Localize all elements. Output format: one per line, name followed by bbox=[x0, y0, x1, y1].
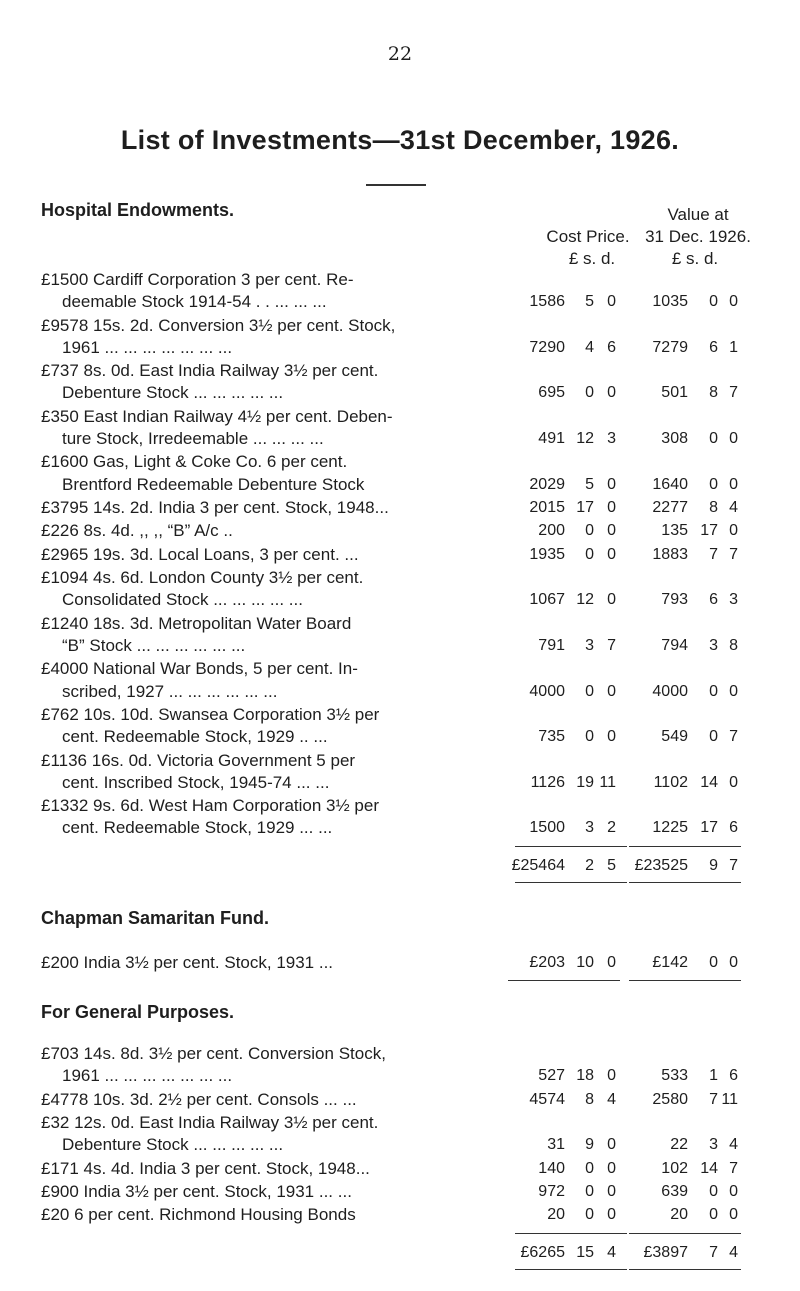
row-cost-pounds: 2015 bbox=[529, 499, 565, 516]
investment-description: £1332 9s. 6d. West Ham Corporation 3½ per bbox=[41, 796, 379, 816]
row-cost-shillings: 0 bbox=[585, 1159, 594, 1177]
investment-description: Debenture Stock ... ... ... ... ... bbox=[62, 383, 284, 403]
total-cost-pounds: £6265 bbox=[520, 1243, 565, 1261]
section-heading-1: Chapman Samaritan Fund. bbox=[41, 908, 270, 928]
row-cost-pence: 0 bbox=[607, 1136, 616, 1154]
row-cost-pence: 3 bbox=[607, 430, 616, 447]
row-value-shillings: 3 bbox=[709, 1136, 718, 1154]
row-cost-pounds: 140 bbox=[538, 1159, 565, 1177]
investment-description: cent. Redeemable Stock, 1929 ... ... bbox=[62, 818, 333, 838]
row-cost-shillings: 12 bbox=[576, 591, 594, 609]
undefined bbox=[515, 1233, 627, 1234]
row-cost-shillings: 12 bbox=[576, 430, 594, 447]
row-value-shillings: 0 bbox=[709, 682, 718, 700]
row-cost-pence: 0 bbox=[607, 682, 616, 700]
investment-description: Debenture Stock ... ... ... ... ... bbox=[62, 1135, 284, 1155]
header-cost-units: £ s. d. bbox=[568, 249, 616, 268]
row-value-pence: 1 bbox=[729, 338, 738, 356]
row-value-pence: 0 bbox=[729, 522, 738, 540]
investment-description: £737 8s. 0d. East India Railway 3½ per cent. bbox=[41, 361, 379, 381]
total-value-shillings: 7 bbox=[709, 1243, 718, 1261]
row-cost-pence: 0 bbox=[607, 384, 616, 402]
investment-description: £762 10s. 10d. Swansea Corporation 3½ per bbox=[41, 705, 380, 724]
row-value-pence: 7 bbox=[729, 728, 738, 746]
investment-description: £32 12s. 0d. East India Railway 3½ per cent. bbox=[41, 1113, 379, 1132]
row-cost-shillings: 10 bbox=[576, 954, 594, 971]
row-value-pounds: 2277 bbox=[652, 499, 688, 516]
row-value-pounds: 2580 bbox=[652, 1090, 688, 1108]
row-cost-shillings: 5 bbox=[585, 475, 594, 493]
investment-description: £4778 10s. 3d. 2½ per cent. Consols ... ... bbox=[41, 1089, 357, 1109]
row-value-shillings: 17 bbox=[700, 819, 718, 837]
row-cost-shillings: 5 bbox=[585, 293, 594, 311]
investment-description: £171 4s. 4d. India 3 per cent. Stock, 1948... bbox=[41, 1158, 370, 1178]
row-cost-pence: 0 bbox=[607, 499, 616, 516]
header-value-at: Value at bbox=[667, 205, 729, 224]
total-value-shillings: 9 bbox=[709, 856, 718, 874]
row-value-shillings: 6 bbox=[709, 591, 718, 609]
row-value-pence: 3 bbox=[729, 591, 738, 609]
investment-description: £703 14s. 8d. 3½ per cent. Conversion Stock, bbox=[41, 1044, 386, 1063]
header-cost-price: Cost Price. bbox=[546, 227, 630, 246]
row-value-pence: 7 bbox=[729, 384, 738, 402]
investment-description: Consolidated Stock ... ... ... ... ... bbox=[62, 590, 303, 610]
row-value-pence: 6 bbox=[729, 1067, 738, 1085]
row-cost-shillings: 8 bbox=[585, 1090, 594, 1108]
row-cost-pounds: 200 bbox=[538, 522, 565, 540]
investment-description: “B” Stock ... ... ... ... ... ... bbox=[62, 636, 246, 655]
row-value-shillings: 0 bbox=[709, 954, 718, 971]
row-cost-shillings: 3 bbox=[585, 637, 594, 654]
row-cost-pence: 0 bbox=[607, 475, 616, 493]
row-cost-shillings: 0 bbox=[585, 1183, 594, 1200]
row-cost-pounds: 2029 bbox=[529, 475, 565, 493]
total-value-pence: 4 bbox=[729, 1243, 738, 1261]
row-cost-pence: 0 bbox=[607, 1206, 616, 1224]
row-value-pounds: 22 bbox=[670, 1136, 688, 1154]
row-value-shillings: 17 bbox=[700, 522, 718, 540]
row-value-pence: 0 bbox=[729, 293, 738, 311]
row-cost-pounds: 1500 bbox=[529, 819, 565, 837]
row-cost-pounds: 1067 bbox=[529, 591, 565, 609]
row-cost-pounds: 695 bbox=[538, 384, 565, 402]
row-cost-pounds: 791 bbox=[538, 637, 565, 654]
row-value-shillings: 0 bbox=[709, 475, 718, 493]
row-value-pence: 4 bbox=[729, 499, 738, 516]
row-value-pounds: 7279 bbox=[652, 338, 688, 356]
undefined bbox=[629, 980, 741, 981]
row-cost-pence: 2 bbox=[607, 819, 616, 837]
row-cost-shillings: 4 bbox=[585, 338, 594, 356]
header-value-date: 31 Dec. 1926. bbox=[645, 227, 751, 246]
investment-description: cent. Redeemable Stock, 1929 .. ... bbox=[62, 727, 328, 747]
undefined bbox=[515, 882, 627, 883]
row-cost-pence: 0 bbox=[607, 728, 616, 746]
row-cost-pounds: £203 bbox=[529, 954, 565, 971]
undefined bbox=[629, 882, 741, 883]
investment-description: £20 6 per cent. Richmond Housing Bonds bbox=[41, 1205, 356, 1225]
row-value-pounds: 1035 bbox=[652, 293, 688, 311]
row-value-shillings: 14 bbox=[700, 1159, 718, 1177]
row-value-shillings: 7 bbox=[709, 545, 718, 563]
header-value-units: £ s. d. bbox=[671, 249, 719, 268]
investment-description: £1094 4s. 6d. London County 3½ per cent. bbox=[41, 568, 364, 588]
row-value-pence: 7 bbox=[729, 545, 738, 563]
investment-description: £9578 15s. 2d. Conversion 3½ per cent. Stock, bbox=[41, 315, 396, 335]
section-heading-hospital-endowments: Hospital Endowments. bbox=[41, 200, 235, 220]
row-cost-pence: 0 bbox=[607, 1183, 616, 1200]
undefined bbox=[515, 846, 627, 847]
row-value-pounds: 549 bbox=[661, 728, 688, 746]
row-value-pence: 0 bbox=[729, 475, 738, 493]
investment-description: £350 East Indian Railway 4½ per cent. Deben- bbox=[41, 406, 393, 426]
row-value-pence: 11 bbox=[721, 1090, 738, 1108]
row-value-pounds: 1883 bbox=[652, 545, 688, 563]
undefined bbox=[508, 980, 620, 981]
row-cost-pence: 0 bbox=[607, 293, 616, 311]
row-cost-shillings: 17 bbox=[576, 499, 594, 516]
row-cost-shillings: 19 bbox=[576, 773, 594, 791]
total-cost-pence: 5 bbox=[607, 856, 616, 874]
investment-description: £1240 18s. 3d. Metropolitan Water Board bbox=[41, 613, 352, 633]
row-value-pounds: 1225 bbox=[652, 819, 688, 837]
row-cost-pounds: 1126 bbox=[530, 773, 565, 791]
row-value-pounds: 20 bbox=[670, 1206, 688, 1224]
row-value-shillings: 8 bbox=[709, 384, 718, 402]
row-value-pounds: 794 bbox=[661, 637, 688, 654]
row-value-shillings: 0 bbox=[709, 1183, 718, 1200]
row-value-shillings: 3 bbox=[709, 637, 718, 654]
row-cost-pounds: 31 bbox=[547, 1136, 565, 1154]
row-value-pounds: 308 bbox=[661, 430, 688, 447]
row-value-pounds: 639 bbox=[661, 1183, 688, 1200]
row-cost-shillings: 0 bbox=[585, 545, 594, 563]
row-cost-shillings: 0 bbox=[585, 728, 594, 746]
row-value-pence: 0 bbox=[729, 954, 738, 971]
row-value-pounds: 793 bbox=[661, 591, 688, 609]
undefined bbox=[515, 1269, 627, 1270]
row-cost-shillings: 9 bbox=[585, 1136, 594, 1154]
undefined bbox=[629, 846, 741, 847]
row-value-pounds: 4000 bbox=[652, 682, 688, 700]
row-cost-pounds: 972 bbox=[538, 1183, 565, 1200]
undefined bbox=[629, 1269, 741, 1270]
row-cost-pounds: 4574 bbox=[529, 1090, 565, 1108]
undefined bbox=[629, 1233, 741, 1234]
row-value-shillings: 0 bbox=[709, 293, 718, 311]
investment-description: £2965 19s. 3d. Local Loans, 3 per cent. ... bbox=[41, 544, 359, 564]
total-cost-shillings: 2 bbox=[585, 856, 594, 874]
investment-description: £1500 Cardiff Corporation 3 per cent. Re- bbox=[41, 270, 354, 289]
investment-description: £200 India 3½ per cent. Stock, 1931 ... bbox=[41, 953, 334, 972]
investment-description: £900 India 3½ per cent. Stock, 1931 ... ... bbox=[41, 1182, 352, 1201]
row-cost-pounds: 1586 bbox=[529, 293, 565, 311]
row-value-shillings: 14 bbox=[700, 773, 718, 791]
total-value-pence: 7 bbox=[729, 856, 738, 874]
row-value-shillings: 0 bbox=[709, 728, 718, 746]
row-cost-shillings: 18 bbox=[576, 1067, 594, 1085]
row-value-pounds: 533 bbox=[661, 1067, 688, 1085]
row-value-shillings: 0 bbox=[709, 430, 718, 447]
row-cost-pounds: 735 bbox=[538, 728, 565, 746]
total-cost-shillings: 15 bbox=[576, 1243, 594, 1261]
row-cost-pence: 6 bbox=[607, 338, 616, 356]
row-value-pence: 0 bbox=[729, 773, 738, 791]
row-cost-pence: 0 bbox=[607, 1067, 616, 1085]
row-cost-pence: 4 bbox=[607, 1090, 616, 1108]
row-value-pence: 0 bbox=[729, 430, 738, 447]
row-cost-pence: 11 bbox=[599, 773, 616, 791]
row-cost-shillings: 0 bbox=[585, 682, 594, 700]
row-value-pence: 8 bbox=[729, 637, 738, 654]
total-cost-pence: 4 bbox=[607, 1243, 616, 1261]
page-number: 22 bbox=[387, 43, 413, 65]
row-cost-pence: 0 bbox=[607, 545, 616, 563]
row-value-shillings: 7 bbox=[709, 1090, 718, 1108]
row-cost-pounds: 4000 bbox=[529, 682, 565, 700]
total-value-pounds: £3897 bbox=[643, 1243, 688, 1261]
investment-description: scribed, 1927 ... ... ... ... ... ... bbox=[62, 681, 278, 701]
total-value-pounds: £23525 bbox=[634, 856, 688, 874]
row-cost-pence: 7 bbox=[607, 637, 616, 654]
row-value-pence: 6 bbox=[729, 819, 738, 837]
investment-description: £4000 National War Bonds, 5 per cent. In- bbox=[41, 659, 358, 679]
investment-description: £1600 Gas, Light & Coke Co. 6 per cent. bbox=[41, 452, 348, 472]
row-value-shillings: 1 bbox=[709, 1067, 718, 1085]
row-cost-shillings: 3 bbox=[585, 819, 594, 837]
page-title: List of Investments—31st December, 1926. bbox=[120, 125, 680, 155]
investment-description: £3795 14s. 2d. India 3 per cent. Stock, 1948... bbox=[41, 498, 389, 517]
row-value-shillings: 6 bbox=[709, 338, 718, 356]
investment-description: £1136 16s. 0d. Victoria Government 5 per bbox=[41, 750, 356, 770]
row-cost-pence: 0 bbox=[607, 522, 616, 540]
row-cost-pounds: 7290 bbox=[529, 338, 565, 356]
row-cost-pence: 0 bbox=[607, 1159, 616, 1177]
row-cost-pounds: 20 bbox=[547, 1206, 565, 1224]
row-value-pounds: 501 bbox=[661, 384, 688, 402]
row-cost-shillings: 0 bbox=[585, 522, 594, 540]
row-value-shillings: 0 bbox=[709, 1206, 718, 1224]
row-value-pence: 7 bbox=[729, 1159, 738, 1177]
row-cost-pounds: 491 bbox=[538, 430, 565, 447]
investment-description: 1961 ... ... ... ... ... ... ... bbox=[62, 337, 233, 357]
investment-description: ture Stock, Irredeemable ... ... ... ... bbox=[62, 429, 324, 448]
row-value-shillings: 8 bbox=[709, 499, 718, 516]
row-value-pounds: £142 bbox=[652, 954, 688, 971]
row-value-pence: 4 bbox=[729, 1136, 738, 1154]
row-value-pounds: 135 bbox=[661, 522, 688, 540]
section-heading-2: For General Purposes. bbox=[41, 1002, 235, 1022]
row-cost-pounds: 527 bbox=[538, 1067, 565, 1085]
row-value-pence: 0 bbox=[729, 682, 738, 700]
row-cost-shillings: 0 bbox=[585, 384, 594, 402]
row-value-pounds: 102 bbox=[661, 1159, 688, 1177]
investment-description: cent. Inscribed Stock, 1945-74 ... ... bbox=[62, 772, 330, 792]
row-value-pounds: 1640 bbox=[652, 475, 688, 493]
investment-description: Brentford Redeemable Debenture Stock bbox=[62, 474, 365, 494]
title-underline bbox=[366, 184, 426, 186]
investment-description: deemable Stock 1914-54 . . ... ... ... bbox=[62, 292, 327, 312]
row-value-pounds: 1102 bbox=[653, 773, 688, 791]
row-cost-pence: 0 bbox=[607, 954, 616, 971]
row-value-pence: 0 bbox=[729, 1206, 738, 1224]
investment-description: 1961 ... ... ... ... ... ... ... bbox=[62, 1066, 233, 1086]
row-cost-pence: 0 bbox=[607, 591, 616, 609]
row-value-pence: 0 bbox=[729, 1183, 738, 1200]
investment-description: £226 8s. 4d. ,, ,, “B” A/c .. bbox=[41, 521, 233, 541]
row-cost-pounds: 1935 bbox=[529, 545, 565, 563]
total-cost-pounds: £25464 bbox=[511, 856, 565, 874]
row-cost-shillings: 0 bbox=[585, 1206, 594, 1224]
